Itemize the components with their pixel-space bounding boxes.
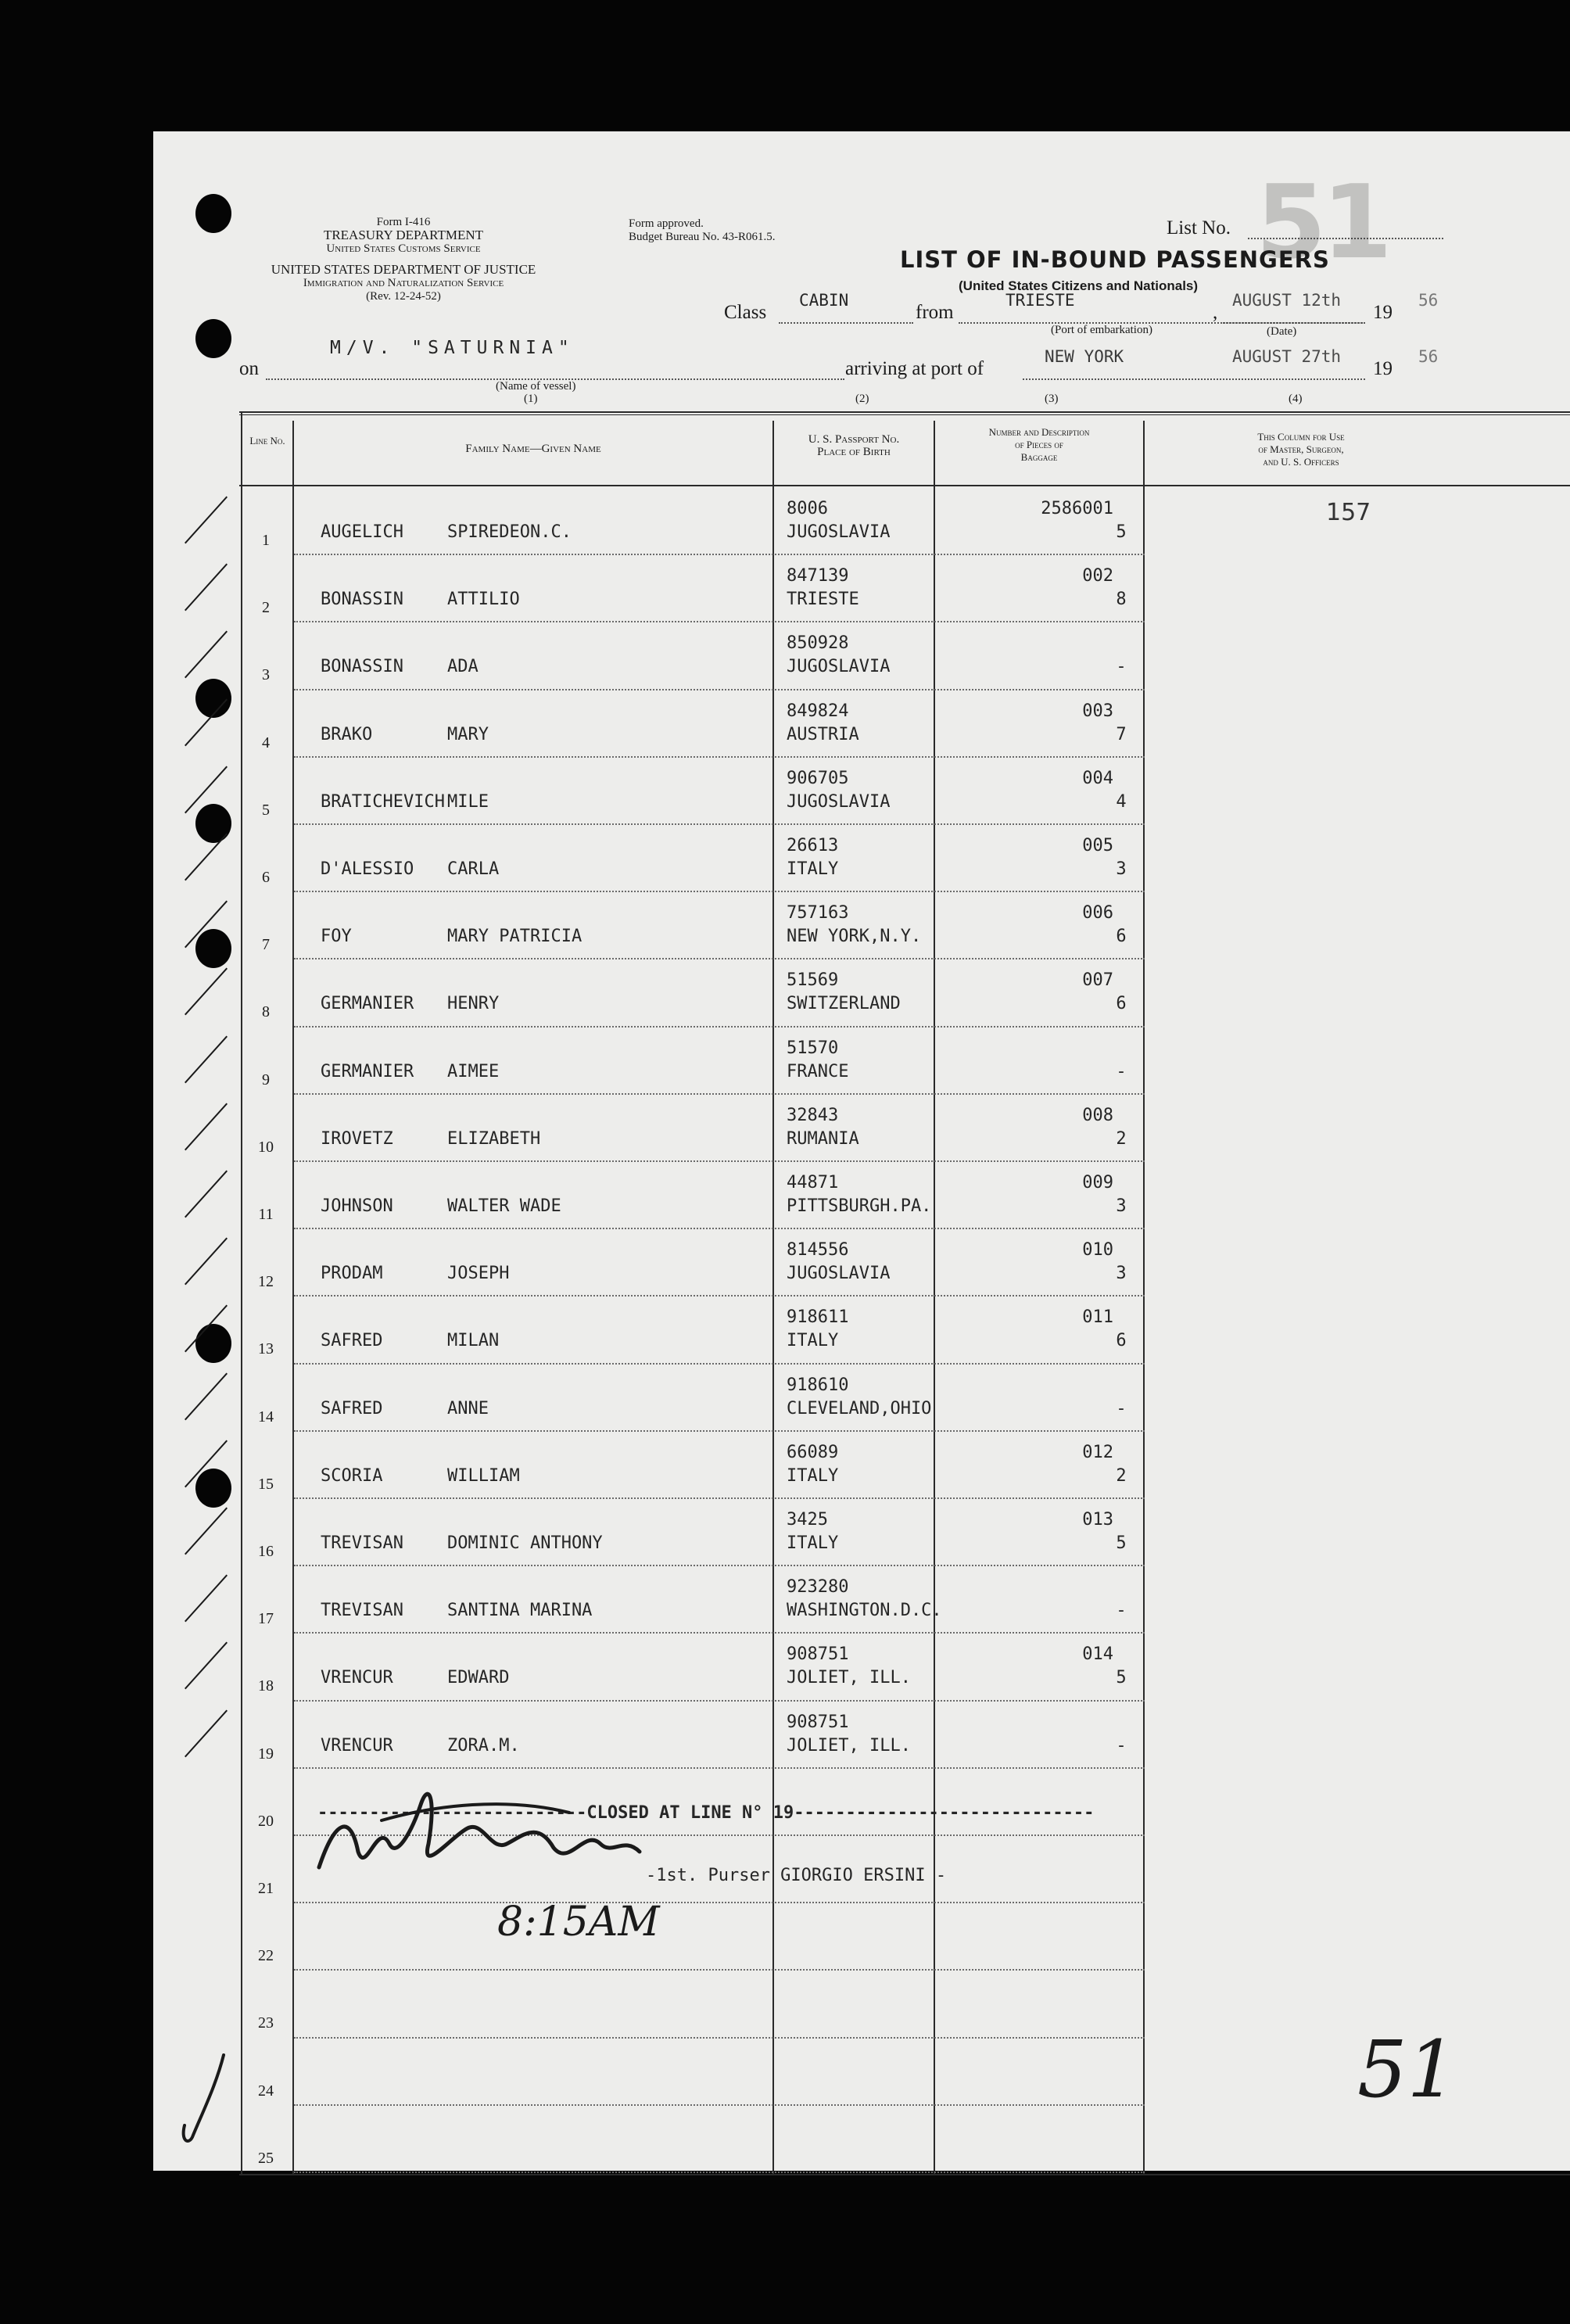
place-of-birth: JUGOSLAVIA bbox=[787, 791, 891, 812]
place-of-birth: FRANCE bbox=[787, 1061, 849, 1081]
line-number: 4 bbox=[262, 733, 270, 751]
passport-number: 906705 bbox=[787, 768, 849, 788]
arrival-port: NEW YORK bbox=[1045, 347, 1124, 366]
passport-number: 918611 bbox=[787, 1307, 849, 1328]
checkmark bbox=[185, 1103, 228, 1150]
list-no-stamp: 51 bbox=[1256, 163, 1388, 282]
line-number: 20 bbox=[258, 1812, 274, 1830]
baggage-pieces: - bbox=[1116, 1735, 1127, 1756]
baggage-pieces: 2 bbox=[1116, 1465, 1127, 1486]
family-name: PRODAM bbox=[321, 1264, 383, 1284]
closed-dashes-right: ----------------------------- bbox=[794, 1803, 1095, 1823]
arriving-label: arriving at port of bbox=[845, 358, 984, 379]
line-number: 11 bbox=[258, 1206, 274, 1223]
family-name: GERMANIER bbox=[321, 994, 414, 1014]
purser-signature bbox=[303, 1773, 741, 1883]
row-separator bbox=[294, 1767, 1145, 1769]
caption-1: (1) bbox=[524, 393, 538, 405]
col-divider-passport bbox=[772, 421, 774, 2175]
baggage-pieces: 6 bbox=[1116, 1331, 1127, 1351]
checkmark bbox=[185, 1642, 228, 1690]
baggage-tag: 012 bbox=[1082, 1442, 1113, 1462]
row-separator bbox=[294, 1700, 1145, 1702]
corner-list-number: 51 bbox=[1357, 2024, 1457, 2115]
line-number: 12 bbox=[258, 1273, 274, 1291]
closed-text: CLOSED AT LINE N° 19 bbox=[586, 1803, 794, 1823]
given-name: CARLA bbox=[447, 859, 500, 879]
given-name: MILAN bbox=[447, 1331, 500, 1351]
caption-4: (4) bbox=[1289, 393, 1303, 405]
family-name: FOY bbox=[321, 927, 352, 947]
depart-date-line bbox=[1223, 322, 1362, 324]
margin-mark bbox=[169, 2047, 239, 2149]
family-name: TREVISAN bbox=[321, 1533, 403, 1553]
checkmark bbox=[185, 1575, 228, 1623]
depart-year-prefix: 19 bbox=[1373, 302, 1393, 323]
row-separator bbox=[294, 1902, 1145, 1903]
baggage-pieces: 2 bbox=[1116, 1128, 1127, 1149]
col-header-name: Family Name—Given Name bbox=[465, 443, 601, 455]
line-number: 23 bbox=[258, 2014, 274, 2032]
row-separator bbox=[294, 1430, 1145, 1432]
line-number: 5 bbox=[262, 801, 270, 819]
line-number: 22 bbox=[258, 1947, 274, 1965]
given-name: JOSEPH bbox=[447, 1264, 510, 1284]
given-name: WALTER WADE bbox=[447, 1196, 561, 1216]
row-separator bbox=[294, 2037, 1145, 2039]
family-name: AUGELICH bbox=[321, 522, 403, 542]
line-number: 16 bbox=[258, 1543, 274, 1560]
row-separator bbox=[294, 1363, 1145, 1365]
row-separator bbox=[294, 756, 1145, 758]
baggage-tag: 002 bbox=[1082, 566, 1113, 586]
baggage-pieces: 6 bbox=[1116, 994, 1127, 1014]
from-label: from bbox=[916, 302, 954, 323]
budget-bureau: Budget Bureau No. 43-R061.5. bbox=[629, 231, 776, 243]
given-name: AIMEE bbox=[447, 1061, 500, 1081]
baggage-tag: 011 bbox=[1082, 1307, 1113, 1328]
place-of-birth: ITALY bbox=[787, 1465, 839, 1486]
place-of-birth: RUMANIA bbox=[787, 1128, 859, 1149]
given-name: ANNE bbox=[447, 1398, 489, 1418]
form-number: Form I-416 bbox=[376, 216, 431, 228]
header-bottom-rule bbox=[239, 485, 1570, 486]
line-number: 10 bbox=[258, 1138, 274, 1156]
arrival-date: AUGUST 27th bbox=[1232, 347, 1342, 366]
baggage-tag: 005 bbox=[1082, 836, 1113, 855]
arrival-port-line bbox=[1023, 378, 1365, 380]
family-name: GERMANIER bbox=[321, 1061, 414, 1081]
purser-line: -1st. Purser GIORGIO ERSINI - bbox=[646, 1866, 947, 1885]
baggage-pieces: 3 bbox=[1116, 859, 1127, 879]
col-divider-baggage bbox=[934, 421, 935, 2175]
checkmark bbox=[185, 631, 228, 679]
given-name: DOMINIC ANTHONY bbox=[447, 1533, 603, 1553]
line-number: 7 bbox=[262, 936, 270, 954]
arrival-year: 56 bbox=[1418, 347, 1439, 366]
line-number: 9 bbox=[262, 1071, 270, 1088]
line-number: 18 bbox=[258, 1677, 274, 1695]
given-name: EDWARD bbox=[447, 1668, 510, 1688]
line-number: 6 bbox=[262, 869, 270, 886]
row-separator bbox=[294, 1497, 1145, 1499]
class-value: CABIN bbox=[799, 291, 849, 310]
baggage-tag: 013 bbox=[1082, 1510, 1113, 1530]
line-number: 24 bbox=[258, 2082, 274, 2100]
family-name: SAFRED bbox=[321, 1398, 383, 1418]
row-separator bbox=[294, 1228, 1145, 1229]
family-name: BRATICHEVICH bbox=[321, 791, 445, 812]
checkmark bbox=[185, 1508, 228, 1555]
on-label: on bbox=[239, 358, 259, 379]
checkmark bbox=[185, 1171, 228, 1218]
table-top-rule-2 bbox=[239, 414, 1570, 415]
col-header-birthplace: Place of Birth bbox=[817, 446, 891, 458]
row-separator bbox=[294, 1160, 1145, 1162]
passport-number: 44871 bbox=[787, 1173, 839, 1192]
departure-date: AUGUST 12th bbox=[1232, 291, 1342, 310]
officer-remark: 157 bbox=[1326, 499, 1371, 526]
class-line bbox=[779, 322, 913, 324]
baggage-tag: 010 bbox=[1082, 1240, 1113, 1261]
page-title: LIST OF IN-BOUND PASSENGERS bbox=[900, 246, 1330, 273]
checkmark bbox=[185, 1035, 228, 1083]
comma: , bbox=[1213, 302, 1218, 323]
place-of-birth: JOLIET, ILL. bbox=[787, 1735, 911, 1756]
checkmark bbox=[185, 968, 228, 1016]
place-of-birth: JUGOSLAVIA bbox=[787, 522, 891, 542]
class-label: Class bbox=[724, 302, 767, 323]
row-separator bbox=[294, 823, 1145, 825]
line-number: 14 bbox=[258, 1408, 274, 1426]
caption-3: (3) bbox=[1045, 393, 1059, 405]
line-number: 25 bbox=[258, 2149, 274, 2167]
passport-number: 908751 bbox=[787, 1644, 849, 1665]
given-name: MARY PATRICIA bbox=[447, 927, 582, 947]
place-of-birth: CLEVELAND,OHIO bbox=[787, 1398, 932, 1418]
passport-number: 3425 bbox=[787, 1510, 828, 1530]
dept-justice-sub: Immigration and Naturalization Service bbox=[303, 277, 504, 289]
given-name: ZORA.M. bbox=[447, 1735, 520, 1756]
passport-number: 51570 bbox=[787, 1038, 839, 1058]
row-separator bbox=[294, 958, 1145, 959]
col-header-officers: This Column for Use bbox=[1257, 431, 1345, 443]
family-name: BRAKO bbox=[321, 724, 373, 744]
place-of-birth: JUGOSLAVIA bbox=[787, 657, 891, 677]
given-name: MARY bbox=[447, 724, 489, 744]
binder-hole bbox=[195, 1324, 231, 1363]
vessel-caption: (Name of vessel) bbox=[496, 380, 576, 393]
passport-number: 849824 bbox=[787, 701, 849, 721]
baggage-tag: 007 bbox=[1082, 970, 1113, 991]
dept-justice: UNITED STATES DEPARTMENT OF JUSTICE bbox=[271, 262, 536, 277]
baggage-pieces: 7 bbox=[1116, 724, 1127, 744]
line-number: 2 bbox=[262, 599, 270, 617]
col-header-officers-2: of Master, Surgeon, bbox=[1258, 443, 1344, 455]
embarkation-port: TRIESTE bbox=[1005, 291, 1075, 310]
place-of-birth: ITALY bbox=[787, 1533, 839, 1553]
date-caption: (Date) bbox=[1267, 325, 1297, 338]
given-name: SPIREDEON.C. bbox=[447, 522, 572, 542]
place-of-birth: NEW YORK,N.Y. bbox=[787, 927, 922, 947]
checkmark bbox=[185, 497, 228, 544]
row-separator bbox=[294, 1295, 1145, 1296]
checkmark bbox=[185, 1709, 228, 1757]
col-header-baggage-2: of Pieces of bbox=[1015, 439, 1063, 450]
col-header-baggage-3: Baggage bbox=[1020, 451, 1058, 463]
col-header-baggage: Number and Description bbox=[988, 426, 1090, 438]
baggage-pieces: - bbox=[1116, 1061, 1127, 1081]
checkmark bbox=[185, 1372, 228, 1420]
family-name: BONASSIN bbox=[321, 657, 403, 677]
place-of-birth: TRIESTE bbox=[787, 590, 859, 610]
baggage-tag: 009 bbox=[1082, 1173, 1113, 1192]
dept-treasury: TREASURY DEPARTMENT bbox=[323, 228, 484, 242]
passport-number: 757163 bbox=[787, 903, 849, 924]
line-number: 15 bbox=[258, 1475, 274, 1493]
family-name: IROVETZ bbox=[321, 1128, 393, 1149]
line-number: 17 bbox=[258, 1610, 274, 1628]
passport-number: 32843 bbox=[787, 1105, 839, 1125]
place-of-birth: SWITZERLAND bbox=[787, 994, 901, 1014]
embarkation-caption: (Port of embarkation) bbox=[1051, 324, 1152, 336]
given-name: WILLIAM bbox=[447, 1465, 520, 1486]
line-number: 1 bbox=[262, 532, 270, 549]
vessel-name: M/V. "SATURNIA" bbox=[330, 338, 575, 358]
table-bottom-rule bbox=[239, 2174, 1570, 2175]
family-name: TREVISAN bbox=[321, 1601, 403, 1621]
arrival-year-prefix: 19 bbox=[1373, 358, 1393, 379]
baggage-pieces: 3 bbox=[1116, 1264, 1127, 1284]
baggage-pieces: - bbox=[1116, 657, 1127, 677]
baggage-pieces: 8 bbox=[1116, 590, 1127, 610]
row-separator bbox=[294, 1632, 1145, 1634]
page-subtitle: (United States Citizens and Nationals) bbox=[959, 278, 1199, 293]
row-separator bbox=[294, 891, 1145, 892]
row-separator bbox=[294, 1969, 1145, 1971]
passport-number: 918610 bbox=[787, 1375, 849, 1395]
row-separator bbox=[294, 554, 1145, 555]
closed-dashes-left: -------------------------- bbox=[317, 1803, 587, 1823]
baggage-pieces: 5 bbox=[1116, 1668, 1127, 1688]
place-of-birth: JOLIET, ILL. bbox=[787, 1668, 911, 1688]
passport-number: 908751 bbox=[787, 1712, 849, 1732]
binder-hole bbox=[195, 319, 231, 358]
row-separator bbox=[294, 689, 1145, 690]
baggage-pieces: 6 bbox=[1116, 927, 1127, 947]
family-name: SCORIA bbox=[321, 1465, 383, 1486]
binder-hole bbox=[195, 929, 231, 968]
passport-number: 8006 bbox=[787, 499, 828, 518]
row-separator bbox=[294, 621, 1145, 622]
arrival-time-note: 8:15AM bbox=[497, 1899, 660, 1946]
passport-number: 814556 bbox=[787, 1240, 849, 1261]
baggage-tag: 006 bbox=[1082, 903, 1113, 924]
departure-year: 56 bbox=[1418, 291, 1439, 310]
col-header-officers-3: and U. S. Officers bbox=[1263, 456, 1339, 468]
line-number: 8 bbox=[262, 1003, 270, 1021]
given-name: SANTINA MARINA bbox=[447, 1601, 593, 1621]
row-separator bbox=[294, 1093, 1145, 1095]
given-name: ELIZABETH bbox=[447, 1128, 541, 1149]
line-number: 19 bbox=[258, 1745, 274, 1763]
baggage-pieces: - bbox=[1116, 1601, 1127, 1621]
family-name: SAFRED bbox=[321, 1331, 383, 1351]
place-of-birth: ITALY bbox=[787, 1331, 839, 1351]
passport-number: 847139 bbox=[787, 566, 849, 586]
row-separator bbox=[294, 2172, 1145, 2173]
baggage-tag: 014 bbox=[1082, 1644, 1113, 1665]
given-name: HENRY bbox=[447, 994, 500, 1014]
row-separator bbox=[294, 1026, 1145, 1028]
family-name: D'ALESSIO bbox=[321, 859, 414, 879]
passport-number: 51569 bbox=[787, 970, 839, 991]
col-header-line-no: Line No. bbox=[249, 435, 285, 447]
line-number: 3 bbox=[262, 666, 270, 684]
place-of-birth: PITTSBURGH.PA. bbox=[787, 1196, 932, 1216]
passport-number: 66089 bbox=[787, 1442, 839, 1462]
baggage-pieces: 3 bbox=[1116, 1196, 1127, 1216]
place-of-birth: ITALY bbox=[787, 859, 839, 879]
passport-number: 923280 bbox=[787, 1577, 849, 1598]
passport-number: 26613 bbox=[787, 836, 839, 855]
family-name: VRENCUR bbox=[321, 1735, 393, 1756]
baggage-tag: 008 bbox=[1082, 1105, 1113, 1125]
col-header-passport: U. S. Passport No. bbox=[808, 433, 900, 446]
binder-hole bbox=[195, 1469, 231, 1508]
given-name: ATTILIO bbox=[447, 590, 520, 610]
caption-2: (2) bbox=[855, 393, 869, 405]
manifest-sheet bbox=[153, 131, 1570, 2171]
place-of-birth: WASHINGTON.D.C. bbox=[787, 1601, 942, 1621]
line-number: 13 bbox=[258, 1340, 274, 1358]
table-top-rule bbox=[239, 411, 1570, 413]
checkmark bbox=[185, 564, 228, 611]
list-no-label: List No. bbox=[1167, 217, 1231, 238]
form-approved: Form approved. bbox=[629, 217, 704, 230]
revision: (Rev. 12-24-52) bbox=[366, 290, 441, 303]
given-name: ADA bbox=[447, 657, 479, 677]
family-name: BONASSIN bbox=[321, 590, 403, 610]
binder-hole bbox=[195, 194, 231, 233]
baggage-tag: 2586001 bbox=[1041, 499, 1113, 518]
baggage-pieces: - bbox=[1116, 1398, 1127, 1418]
row-separator bbox=[294, 1565, 1145, 1566]
baggage-pieces: 5 bbox=[1116, 1533, 1127, 1553]
col-divider-officers bbox=[1143, 421, 1145, 2175]
passport-number: 850928 bbox=[787, 633, 849, 654]
row-separator bbox=[294, 2104, 1145, 2106]
place-of-birth: JUGOSLAVIA bbox=[787, 1264, 891, 1284]
line-number: 21 bbox=[258, 1880, 274, 1897]
binder-hole bbox=[195, 804, 231, 843]
checkmark bbox=[185, 1238, 228, 1286]
baggage-pieces: 4 bbox=[1116, 791, 1127, 812]
baggage-tag: 004 bbox=[1082, 768, 1113, 788]
dept-treasury-sub: United States Customs Service bbox=[326, 242, 481, 255]
col-divider-name bbox=[292, 421, 294, 2175]
family-name: VRENCUR bbox=[321, 1668, 393, 1688]
given-name: MILE bbox=[447, 791, 489, 812]
place-of-birth: AUSTRIA bbox=[787, 724, 859, 744]
family-name: JOHNSON bbox=[321, 1196, 393, 1216]
baggage-pieces: 5 bbox=[1116, 522, 1127, 542]
baggage-tag: 003 bbox=[1082, 701, 1113, 721]
